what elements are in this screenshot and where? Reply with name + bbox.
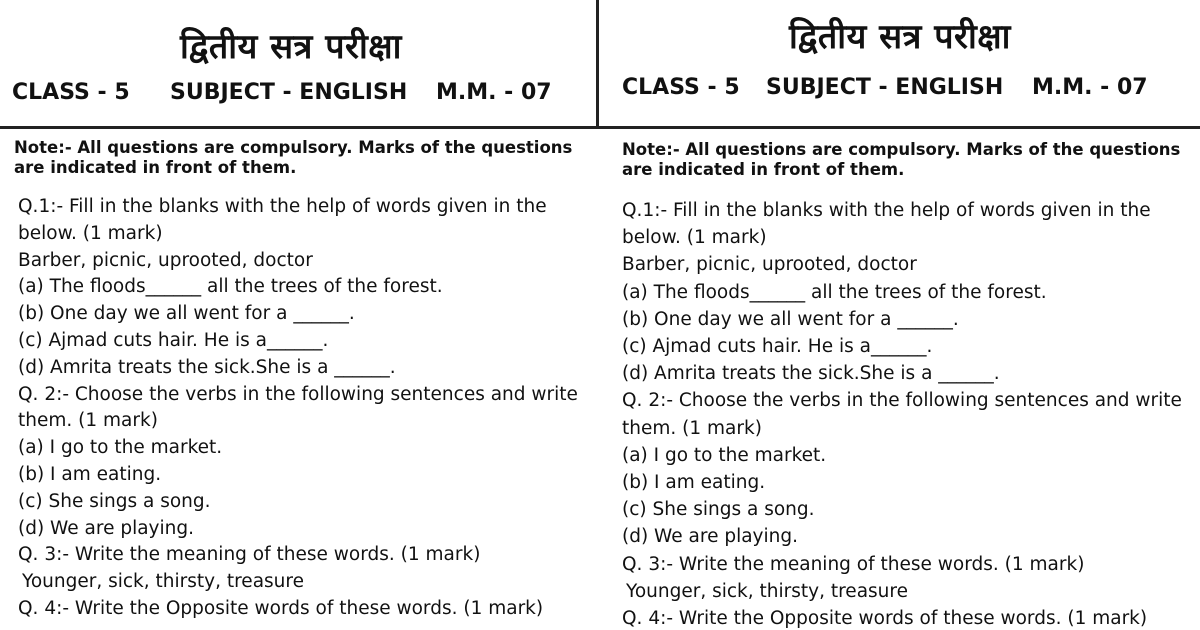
q2-item-d: (d) We are playing. [18, 517, 194, 539]
exam-sheet-left [0, 0, 598, 630]
q1-words: Barber, picnic, uprooted, doctor [18, 249, 313, 271]
q2-item-b: (b) I am eating. [622, 472, 766, 494]
q2-item-c: (c) She sings a song. [18, 490, 211, 512]
subject-label: SUBJECT - ENGLISH [766, 75, 1004, 100]
class-label: CLASS - 5 [622, 75, 740, 100]
class-label: CLASS - 5 [12, 80, 130, 105]
q1-prompt: Q.1:- Fill in the blanks with the help of words given in the below. (1 mark) [622, 200, 1151, 249]
q3-words: Younger, sick, thirsty, treasure [22, 571, 304, 593]
q2-item-a: (a) I go to the market. [622, 444, 827, 466]
q1-item-a: (a) The floods______ all the trees of the forest. [18, 276, 443, 298]
q1-item-c: (c) Ajmad cuts hair. He is a______. [18, 329, 329, 351]
q2-prompt: Q. 2:- Choose the verbs in the following sentences and write them. (1 mark) [622, 390, 1182, 439]
q3-prompt: Q. 3:- Write the meaning of these words. (1 mark) [18, 544, 481, 566]
q3-prompt: Q. 3:- Write the meaning of these words. (1 mark) [622, 553, 1085, 575]
q1-item-b: (b) One day we all went for a ______. [18, 303, 355, 325]
q1-item-a: (a) The floods______ all the trees of the forest. [622, 281, 1047, 303]
q1-item-b: (b) One day we all went for a ______. [622, 308, 959, 330]
instructions-note: Note:- All questions are compulsory. Marks of the questions are indicated in front of them. [14, 138, 573, 177]
q1-item-d: (d) Amrita treats the sick.She is a ______. [622, 363, 1000, 385]
q2-prompt: Q. 2:- Choose the verbs in the following sentences and write them. (1 mark) [18, 383, 578, 432]
exam-title: द्वितीय सत्र परीक्षा [789, 17, 1011, 57]
q2-item-c: (c) She sings a song. [622, 499, 815, 521]
q1-words: Barber, picnic, uprooted, doctor [622, 254, 917, 276]
q4-prompt: Q. 4:- Write the Opposite words of these words. (1 mark) [622, 608, 1148, 630]
marks-label: M.M. - 07 [1032, 75, 1148, 100]
q1-item-c: (c) Ajmad cuts hair. He is a______. [622, 336, 933, 358]
questions-body [18, 194, 590, 623]
marks-label: M.M. - 07 [436, 80, 552, 105]
q2-item-d: (d) We are playing. [622, 526, 798, 548]
instructions-note: Note:- All questions are compulsory. Marks of the questions are indicated in front of them. [622, 140, 1181, 179]
q1-item-d: (d) Amrita treats the sick.She is a ______. [18, 356, 396, 378]
q2-item-a: (a) I go to the market. [18, 437, 223, 459]
q2-item-b: (b) I am eating. [18, 463, 162, 485]
exam-title: द्वितीय सत्र परीक्षा [180, 27, 402, 67]
exam-sheet-right [600, 0, 1200, 630]
q4-prompt: Q. 4:- Write the Opposite words of these words. (1 mark) [18, 597, 544, 619]
q3-words: Younger, sick, thirsty, treasure [626, 580, 908, 602]
questions-body [622, 197, 1192, 630]
subject-label: SUBJECT - ENGLISH [170, 80, 408, 105]
q1-prompt: Q.1:- Fill in the blanks with the help of words given in the below. (1 mark) [18, 196, 547, 244]
